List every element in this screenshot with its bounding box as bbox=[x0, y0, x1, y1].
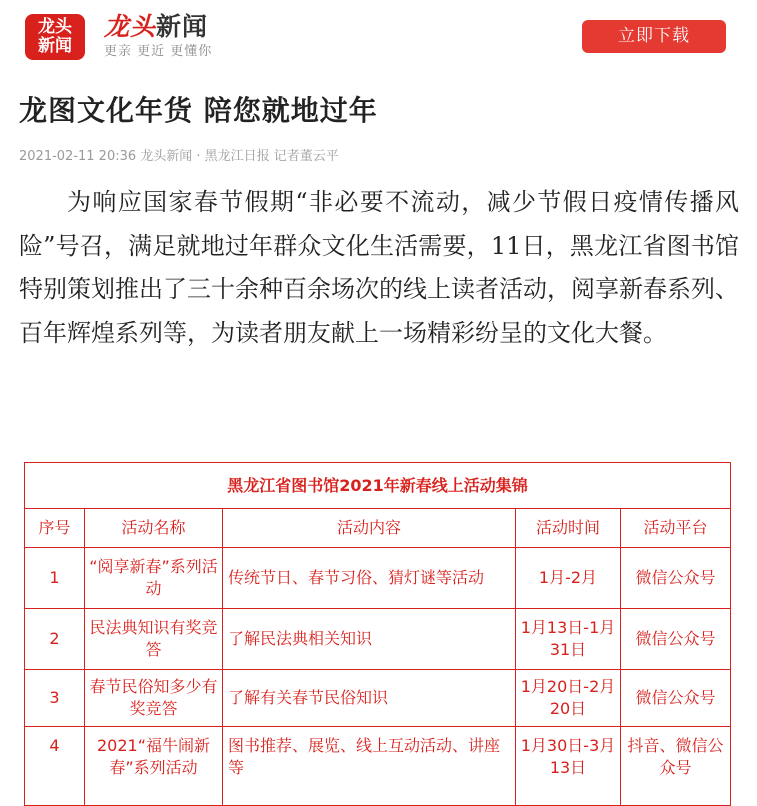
cell-no: 1 bbox=[25, 548, 85, 609]
cell-name: 春节民俗知多少有奖竞答 bbox=[85, 670, 223, 727]
col-header-content: 活动内容 bbox=[223, 509, 516, 548]
cell-platform: 微信公众号 bbox=[621, 609, 731, 670]
cell-platform: 微信公众号 bbox=[621, 670, 731, 727]
col-header-no: 序号 bbox=[25, 509, 85, 548]
cell-content: 传统节日、春节习俗、猜灯谜等活动 bbox=[223, 548, 516, 609]
article-meta: 2021-02-11 20:36 龙头新闻 · 黑龙江日报 记者董云平 bbox=[19, 149, 339, 164]
cell-content: 图书推荐、展览、线上互动活动、讲座等 bbox=[223, 727, 516, 806]
table-row bbox=[25, 609, 731, 670]
cell-name: 民法典知识有奖竞答 bbox=[85, 609, 223, 670]
brand-name bbox=[104, 12, 212, 42]
logo-line-1: 龙头 bbox=[38, 17, 72, 37]
cell-content: 了解民法典相关知识 bbox=[223, 609, 516, 670]
article-title: 龙图文化年货 陪您就地过年 bbox=[19, 94, 378, 127]
cell-no: 4 bbox=[25, 727, 85, 806]
cell-time: 1月30日-3月13日 bbox=[516, 727, 621, 806]
table-caption: 黑龙江省图书馆2021年新春线上活动集锦 bbox=[25, 463, 731, 509]
cell-no: 3 bbox=[25, 670, 85, 727]
table-header-row bbox=[25, 509, 731, 548]
cell-name: 2021“福牛闹新春”系列活动 bbox=[85, 727, 223, 806]
cell-time: 1月13日-1月31日 bbox=[516, 609, 621, 670]
brand-name-red: 龙头 bbox=[104, 12, 157, 41]
app-logo-icon[interactable] bbox=[25, 14, 85, 60]
cell-name: “阅享新春”系列活动 bbox=[85, 548, 223, 609]
cell-time: 1月20日-2月20日 bbox=[516, 670, 621, 727]
cell-no: 2 bbox=[25, 609, 85, 670]
activities-table bbox=[24, 462, 730, 806]
table-row bbox=[25, 548, 731, 609]
cell-time: 1月-2月 bbox=[516, 548, 621, 609]
cell-platform: 抖音、微信公众号 bbox=[621, 727, 731, 806]
brand-slogan: 更亲 更近 更懂你 bbox=[104, 44, 213, 59]
logo-line-2: 新闻 bbox=[38, 36, 72, 56]
app-header bbox=[0, 0, 757, 75]
table-row bbox=[25, 727, 731, 806]
col-header-time: 活动时间 bbox=[516, 509, 621, 548]
brand-block bbox=[104, 12, 212, 60]
table-row bbox=[25, 670, 731, 727]
article-body: 为响应国家春节假期“非必要不流动，减少节假日疫情传播风险”号召，满足就地过年群众文化生活需要，11日，黑龙江省图书馆特别策划推出了三十余种百余场次的线上读者活动，阅享新春系列、百年辉煌系列等，为读者朋友献上一场精彩纷呈的文化大餐。 bbox=[19, 188, 739, 347]
col-header-name: 活动名称 bbox=[85, 509, 223, 548]
cell-platform: 微信公众号 bbox=[621, 548, 731, 609]
cell-content: 了解有关春节民俗知识 bbox=[223, 670, 516, 727]
download-button[interactable]: 立即下载 bbox=[582, 20, 726, 53]
col-header-platform: 活动平台 bbox=[621, 509, 731, 548]
brand-name-rest: 新闻 bbox=[156, 12, 209, 41]
